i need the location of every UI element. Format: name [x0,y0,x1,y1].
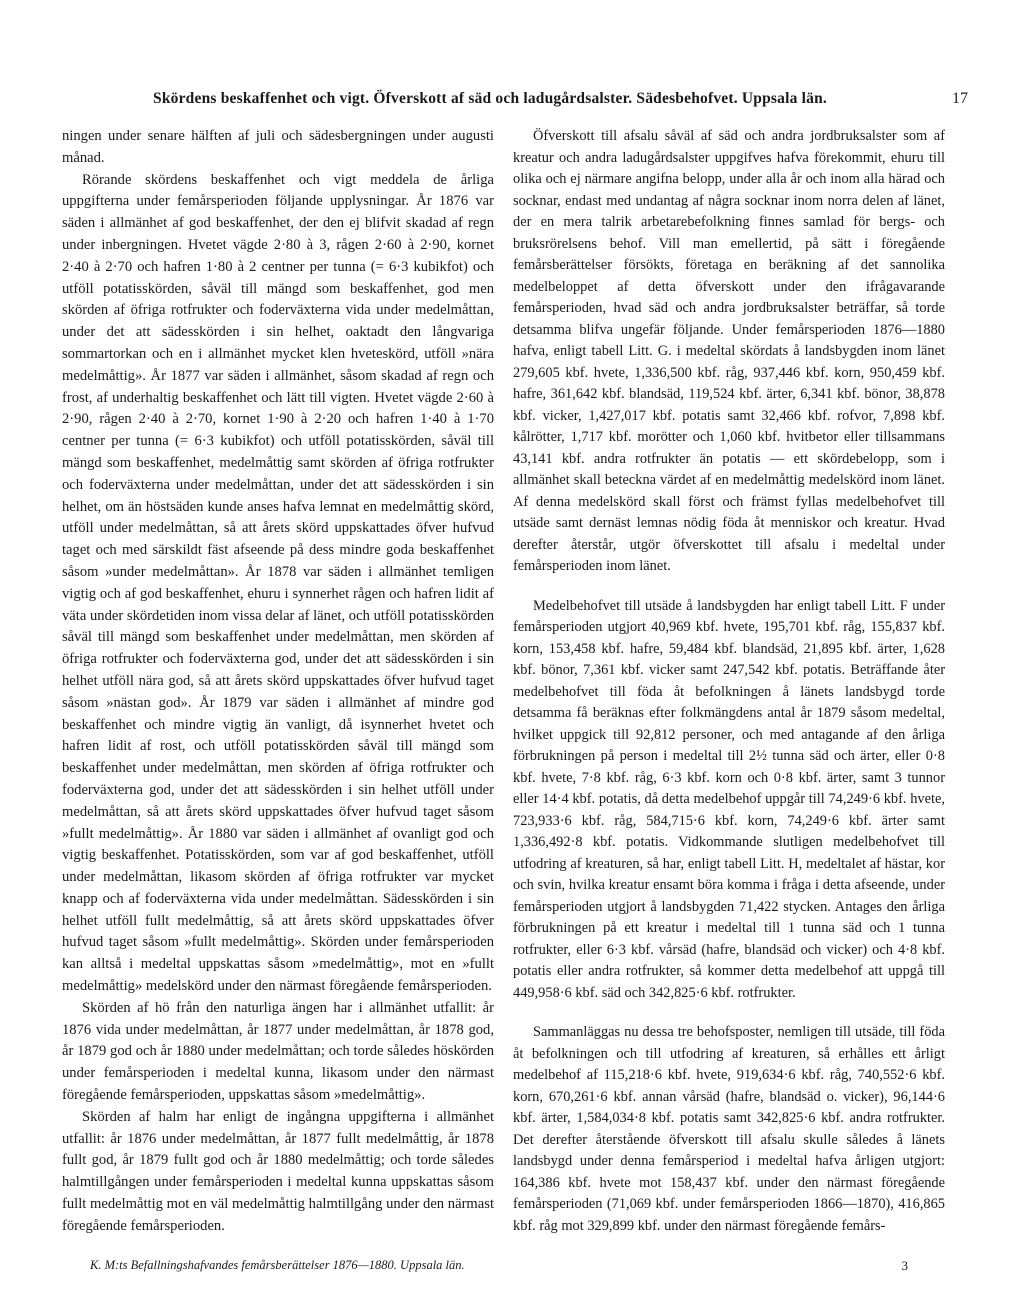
footnote: K. M:ts Befallningshafvandes femårsberättelser 1876—1880. Uppsala län. [90,1258,465,1272]
paragraph: Rörande skördens beskaffenhet och vigt meddela de årliga uppgifterna under femårsperioden följande upplysningar. År 1876 var säden i allmänhet af god beskaffenhet, der den ej blifvit skadad af regn under inbergningen. Hvetet vägde 2·80 à 3, rågen 2·60 à 2·90, kornet 2·40 à 2·70 och hafren 1·80 à 2 centner per tunna (= 6·3 kubikfot) och utföll potatisskörden, såväl till mängd som beskaffenhet, god men skörden af öfriga rotfrukter och foderväxterna vida under medelmåttan, under det att sädesskörden i sin helhet, oaktadt den långvariga sommartorkan och en i allmänhet mycket klen hveteskörd, utföll »nära medelmåttig». År 1877 var säden i allmänhet, såsom skadad af regn och frost, af underhaltig beskaffenhet och lätt till vigten. Hvetet vägde 2·60 à 2·90, rågen 2·40 à 2·70, kornet 1·90 à 2·20 och hafren 1·40 à 1·70 centner per tunna (= 6·3 kubikfot) och utföll potatisskörden, såväl till mängd som beskaffenhet, medelmåttig samt skörden af öfriga rotfrukter och foderväxterna under medelmåttan, under det att sädesskörden i sin helhet, om än höstsäden kunde anses hafva lemnat en medelmåttig skörd, utföll under medelmåttan, så att årets skörd uppskattades öfver hufvud taget och med särskildt fäst afseende på dess mindre goda beskaffenhet såsom »under medelmåttan». År 1878 var säden i allmänhet temligen vigtig och af god beskaffenhet, ehuru i synnerhet rågen och hafren lidit af väta under skördetiden inom vissa delar af länet, och utföll potatisskörden såväl till mängd som beskaffenhet under medelmåttan, men skörden af öfriga rotfrukter och foderväxterna god, under det att sädesskörden i sin helhet utföll nära god, så att årets skörd uppskattades öfver hufvud taget såsom »nästan god». År 1879 var säden i allmänhet af mindre god beskaffenhet och mindre vigtig än vanligt, då isynnerhet hvetet och hafren lidit af rost, och utföll potatisskörden såväl till mängd som beskaffenhet under medelmåttan, men skörden af öfriga rotfrukter och foderväxterna god, under det att sädesskörden i sin helhet utföll under medelmåttan, så att årets skörd uppskattades öfver hufvud taget såsom »fullt medelmåttig». År 1880 var säden i allmänhet af ovanligt god och vigtig beskaffenhet. Potatisskörden, som var af god beskaffenhet, utföll under medelmåttan, likasom skörden af öfriga rotfrukter var mycket knapp och af foderväxterna vida under medelmåttan. Sädesskörden i sin helhet utföll fullt medelmåttig, så att årets skörd uppskattades öfver hufvud taget såsom »fullt medelmåttig». Skörden under femårsperioden kan alltså i medeltal uppskattas såsom »medelmåttig», mot en »fullt medelmåttig» medelskörd under den närmast föregående femårsperioden. [62,171,494,995]
paragraph: Skörden af hö från den naturliga ängen har i allmänhet utfallit: år 1876 vida under medelmåttan, år 1877 under medelmåttan, år 1878 god, år 1879 god och år 1880 under medelmåttan; och torde således höskörden under femårsperioden i medeltal kunna, likasom under den närmast föregående femårsperioden, uppskattas såsom »medelmåttig». [62,999,494,1104]
paragraph: Medelbehofvet till utsäde å landsbygden har enligt tabell Litt. F under femårsperioden utgjort 40,969 kbf. hvete, 195,701 kbf. råg, 155,837 kbf. korn, 153,458 kbf. hafre, 59,484 kbf. blandsäd, 21,895 kbf. ärter, 1,628 kbf. bönor, 7,361 kbf. vicker samt 247,542 kbf. potatis. Beträffande åter medelbehofvet till föda åt befolkningen å länets landsbygd torde detsamma få beräknas efter folkmängdens antal år 1879 såsom medeltal, hvilket uppgick till 92,812 personer, och med antagande af den årliga förbrukningen på person i medeltal till 2½ tunna säd och ärter, eller 0·8 kbf. hvete, 7·8 kbf. råg, 6·3 kbf. korn och 0·8 kbf. ärter, samt 3 tunnor eller 14·4 kbf. potatis, då detta medelbehof uppgår till 74,249·6 kbf. hvete, 723,933·6 kbf. råg, 584,715·6 kbf. korn, 74,249·6 kbf. ärter samt 1,336,492·8 kbf. potatis. Vidkommande slutligen medelbehofvet till utfodring af kreaturen, så har, enligt tabell Litt. H, medeltalet af hästar, kor och svin, hvilka kreatur ensamt böra komma i fråga i detta afseende, under femårsperioden utgjort å landsbygden 71,422 stycken. Antages den årliga förbrukningen på ett kreatur i medeltal till 1 tunna säd och 1 tunna rotfrukter, eller 6·3 kbf. vårsäd (hafre, blandsäd och vicker) och 4·8 kbf. potatis eller andra rotfrukter, så kommer detta medelbehof att uppgå till 449,958·6 kbf. säd och 342,825·6 kbf. rotfrukter. [513,597,945,1001]
right-column [513,126,945,1237]
page-header [60,86,968,114]
paragraph: Sammanläggas nu dessa tre behofsposter, nemligen till utsäde, till föda åt befolkningen och till utfodring af kreaturen, så erhålles ett årligt medelbehof af 115,218·6 kbf. hvete, 919,634·6 kbf. råg, 740,552·6 kbf. korn, 670,261·6 kbf. annan vårsäd (hafre, blandsäd o. vicker), 96,144·6 kbf. ärter, 1,584,034·8 kbf. potatis samt 342,825·6 kbf. andra rotfrukter. Det derefter återstående öfverskott till afsalu skulle således å länets landsbygd under denna femårsperiod i medeltal hafva årligen utgjort: 164,386 kbf. hvete mot 158,437 kbf. under den närmast föregående femårsperioden (71,069 kbf. under femårsperioden 1866—1870), 416,865 kbf. råg mot 329,899 kbf. under den närmast föregående femårs- [513,1024,945,1234]
page-footer [62,1258,968,1278]
left-column [62,126,494,1238]
paragraph: Öfverskott till afsalu såväl af säd och andra jordbruksalster som af kreatur och andra ladugårdsalster uppgifves hafva förekommit, ehuru till olika och ej närmare angifna belopp, under alla år och inom alla härad och socknar, endast med undantag af några socknar inom norra delen af länet, der en mera talrik arbetarebefolkning finnes samlad för bergs- och bruksrörelsens behof. Vill man emellertid, på sätt i föregående femårsberättelser försökts, företaga en beräkning af det sannolika medelbeloppet af detta öfverskott under den ifrågavarande femårsperioden, hvad säd och andra jordbruksalster beträffar, så torde detsamma blifva ungefär följande. Under femårsperioden 1876—1880 hafva, enligt tabell Litt. G. i medeltal skördats å landsbygden inom länet 279,605 kbf. hvete, 1,336,500 kbf. råg, 937,446 kbf. korn, 950,459 kbf. hafre, 361,642 kbf. blandsäd, 119,524 kbf. ärter, 6,341 kbf. bönor, 38,878 kbf. vicker, 1,427,017 kbf. potatis samt 32,466 kbf. rofvor, 7,898 kbf. kålrötter, 1,717 kbf. morötter och 1,060 kbf. hvitbetor eller tillsammans 43,141 kbf. andra rotfrukter än potatis — ett skördebelopp, som i allmänhet skall beteckna värdet af en medelmåttig medelskörd inom länet. Af denna medelskörd skall först och främst fyllas medelbehofvet till utsäde samt dernäst lemnas nödig föda åt menniskor och kreatur. Hvad derefter återstår, utgör öfverskottet till afsalu i medeltal under femårsperioden inom länet. [513,128,945,574]
running-head: Skördens beskaffenhet och vigt. Öfverskott af säd och ladugårdsalster. Sädesbehofvet. Uppsala län. [153,90,827,107]
paragraph: Skörden af halm har enligt de ingångna uppgifterna i allmänhet utfallit: år 1876 under medelmåttan, år 1877 fullt medelmåttig, år 1878 fullt god, år 1879 fullt god och år 1880 medelmåttig; och torde således halmtillgången under femårsperioden i medeltal kunna uppskattas såsom fullt medelmåttig mot en väl medelmåttig halmtillgång under den närmast föregående femårsperioden. [62,1108,494,1234]
sheet-mark: 3 [901,1258,908,1273]
page-number: 17 [952,90,968,107]
paragraph: ningen under senare hälften af juli och sädesbergningen under augusti månad. [62,128,494,166]
